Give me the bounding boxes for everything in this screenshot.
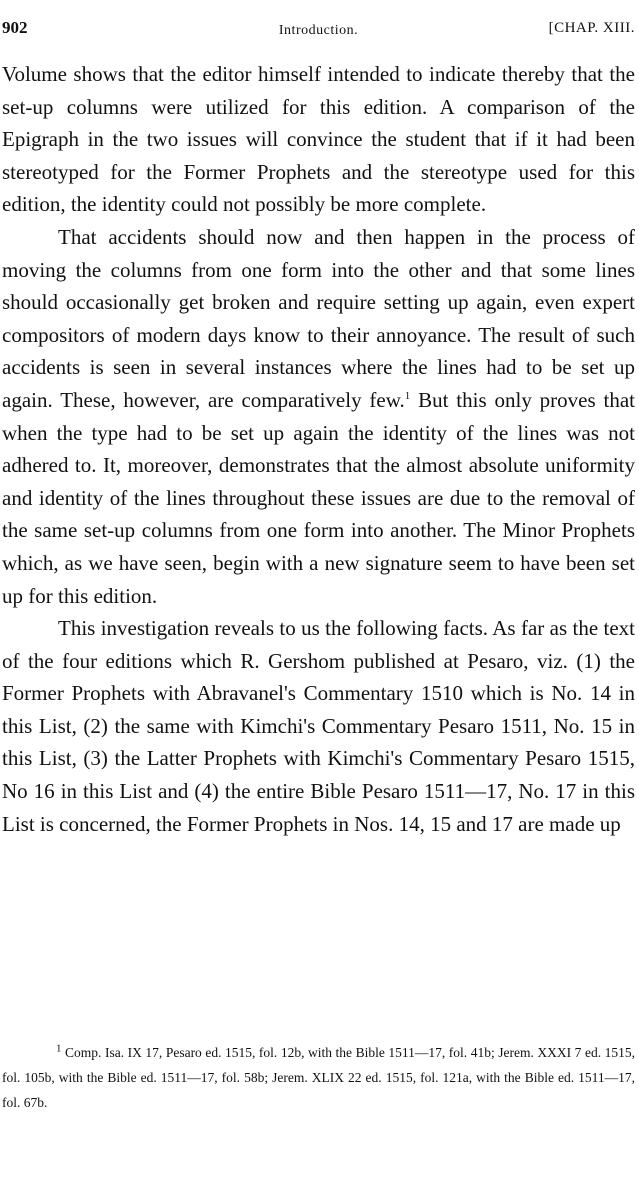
footnote-reference: 1 [404,389,411,402]
body-text [2,58,635,840]
footnotes [2,1040,635,1115]
footnote-1 [2,1040,635,1115]
running-header [2,14,635,44]
footnote-marker: 1 [56,1042,62,1055]
paragraph-2-text-end: But this only proves that when the type had to be set up again the identity of the lines was not adhered to. It, moreover, demonstrates that the almost absolute uniformity and identity of the lines throughout these issues are due to the removal of the same set-up columns from one form into another. The Minor Prophets which, as we have seen, begin with a new signature seem to have been set up for this edition. [2,387,635,608]
paragraph-1: Volume shows that the editor himself intended to indicate thereby that the set-up columns were utilized for this edition. A comparison of the Epigraph in the two issues will convince the student that if it had been stereotyped for the Former Prophets and the stereotype used for this edition, the identity could not possibly be more complete. [2,62,635,217]
paragraph-3: This investigation reveals to us the following facts. As far as the text of the four editions which R. Gershom published at Pesaro, viz. (1) the Former Prophets with Abravanel's Commentary 1510 which is No. 14 in this List, (2) the same with Kimchi's Commentary Pesaro 1511, No. 15 in this List, (3) the Latter Prophets with Kimchi's Commentary Pesaro 1515, No 16 in this List and (4) the entire Bible Pesaro 1511—17, No. 17 in this List is concerned, the Former Prophets in Nos. 14, 15 and 17 are made up [2,616,635,836]
page-number: 902 [2,18,28,37]
paragraph-2 [2,221,635,612]
running-title: Introduction. [278,23,359,38]
chapter-label: [CHAP. XIII. [548,20,635,36]
paragraph-2-text-start: That accidents should now and then happen in the process of moving the columns from one form into the other and that some lines should occasionally get broken and require setting up again, even expert compositors of modern days know to their annoyance. The result of such accidents is seen in several instances where the lines had to be set up again. These, however, are comparatively few. [2,224,635,412]
footnote-text: Comp. Isa. IX 17, Pesaro ed. 1515, fol. 12b, with the Bible 1511—17, fol. 41b; Jerem. XXXI 7 ed. 1515, fol. 105b, with the Bible ed. 1511—17, fol. 58b; Jerem. XLIX 22 ed. 1515, fol. 121a, with the Bible ed. 1511—17, fol. 67b. [2,1045,635,1110]
